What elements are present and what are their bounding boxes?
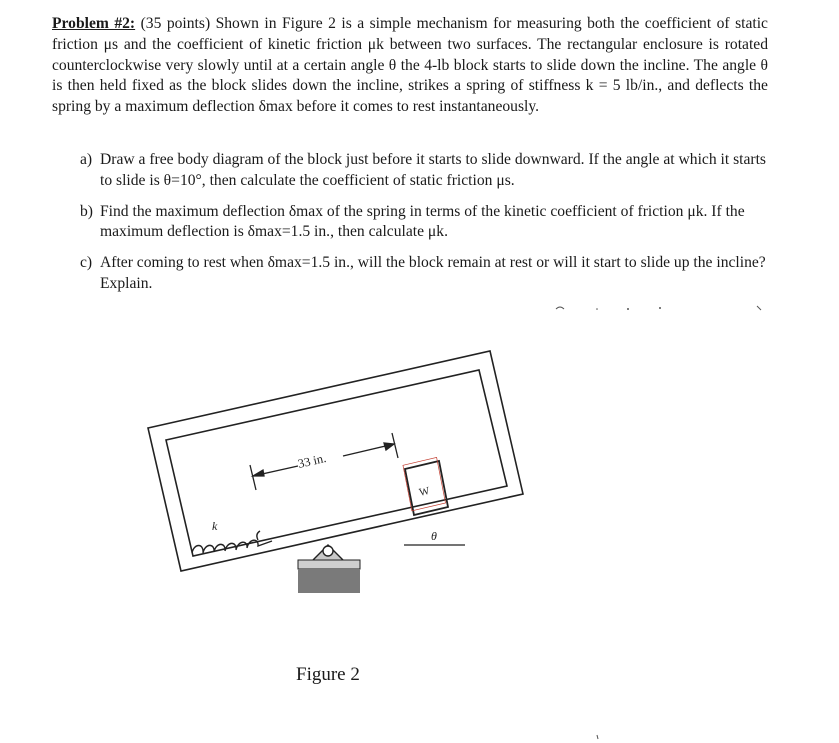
dimension-label: 33 in. (296, 451, 328, 471)
enclosure (148, 351, 523, 571)
mu-k-symbol: μk (367, 35, 384, 53)
block-label: W (418, 484, 431, 499)
stiffness-expression: k = 5 lb/in. (585, 77, 659, 95)
problem-points: (35 points) (140, 15, 211, 32)
figure-caption: Figure 2 (296, 664, 360, 685)
ground-block (298, 569, 360, 593)
part-label: b) (80, 202, 93, 220)
enclosure-outer (148, 351, 523, 571)
part-text: Draw a free body diagram of the block just before it starts to slide downward. If the angle at which it starts to slide is θ=10°, then calculate the coefficient of static friction μs. (100, 151, 767, 189)
spring-label: k (212, 519, 218, 533)
stray-marks (556, 306, 761, 739)
problem-text-2: and the coefficient of kinetic friction (118, 35, 368, 53)
part-text: Find the maximum deflection δmax of the spring in terms of the kinetic coefficient of friction μk. If the maximum deflection is δmax=1.5 in., then calculate μk. (100, 202, 745, 241)
part-label: a) (80, 151, 93, 168)
pivot-pin (323, 546, 333, 556)
part-label: c) (80, 254, 93, 272)
mu-s-symbol: μs (103, 35, 119, 53)
problem-heading: Problem #2: (52, 15, 136, 32)
problem-text-3: between two surfaces. The rectangular enclosure is rotated counterclockwise very slowly until at a certain angle θ the 4-lb block starts to slide down the incline. The angle θ is then held fixed as the block slides down the incline, strikes a spring of stiffness (52, 35, 769, 95)
part-text: After coming to rest when δmax=1.5 in., will the block remain at rest or will it start to slide up the incline? Explain. (100, 254, 766, 292)
pivot-support (298, 545, 360, 593)
pivot-base (298, 560, 360, 569)
delta-max-symbol: δmax (258, 98, 293, 116)
problem-text-5: before it comes to rest instantaneously. (292, 98, 540, 116)
problem-text-4: , and deflects the spring by a maximum deflection (52, 77, 768, 116)
angle-label: θ (431, 529, 437, 543)
problem-text-1: Shown in Figure 2 is a simple mechanism for measuring both the coefficient of static friction (52, 15, 768, 53)
spring (192, 531, 272, 553)
